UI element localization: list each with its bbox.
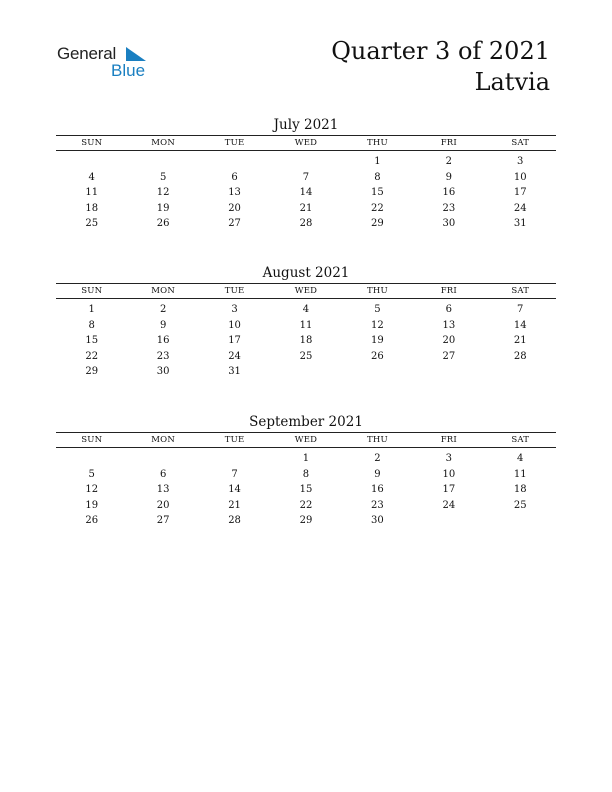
day-cell: 3 — [445, 453, 452, 464]
day-cell: 25 — [85, 218, 99, 230]
week-row — [56, 333, 556, 349]
day-cell: 6 — [445, 304, 452, 315]
week-row — [56, 302, 556, 318]
day-cell: 5 — [374, 304, 381, 315]
day-cell: 15 — [85, 335, 99, 347]
logo-text-blue: Blue — [111, 61, 146, 80]
day-cell: 22 — [371, 202, 384, 214]
day-cell: 21 — [299, 202, 313, 214]
week-row — [56, 364, 556, 380]
day-cell: 19 — [156, 202, 170, 214]
day-cell: 22 — [85, 350, 99, 362]
day-cell: 6 — [159, 468, 167, 480]
month-calendar-september — [56, 412, 556, 529]
weekday-header-row — [56, 135, 556, 151]
logo-text-general: General — [57, 44, 117, 63]
day-cell: 21 — [513, 335, 527, 347]
day-cell: 14 — [299, 187, 313, 199]
day-cell: 9 — [374, 468, 381, 480]
week-row — [56, 482, 556, 498]
day-cell: 7 — [302, 171, 310, 183]
day-cell: 14 — [228, 484, 241, 496]
day-cell: 20 — [156, 499, 170, 511]
day-cell: 10 — [442, 468, 456, 480]
day-cell: 30 — [371, 515, 384, 527]
day-cell: 12 — [156, 187, 170, 199]
day-cell: 5 — [88, 468, 95, 480]
weekday-label: THU — [366, 286, 388, 296]
day-cell: 19 — [371, 335, 384, 347]
weekday-label: FRI — [440, 286, 457, 296]
day-cell: 18 — [513, 484, 527, 496]
weekday-label: SUN — [81, 435, 103, 445]
day-cell — [127, 154, 198, 170]
day-cell: 24 — [228, 350, 241, 362]
day-cell: 17 — [228, 335, 241, 347]
day-cell: 23 — [442, 202, 456, 214]
weekday-label: SUN — [81, 138, 103, 148]
weekday-header-row — [56, 432, 556, 448]
day-cell: 26 — [156, 218, 170, 230]
day-cell: 26 — [85, 515, 99, 527]
day-cell: 15 — [371, 187, 384, 199]
day-cell: 19 — [85, 499, 99, 511]
day-cell: 23 — [156, 350, 170, 362]
day-cell: 30 — [442, 218, 456, 230]
day-cell: 11 — [299, 319, 313, 331]
day-cell: 21 — [228, 499, 241, 511]
day-cell: 29 — [371, 218, 384, 230]
day-cell: 9 — [445, 171, 452, 183]
day-cell: 11 — [513, 468, 527, 480]
day-cell: 28 — [228, 515, 241, 527]
day-cell: 24 — [513, 202, 527, 214]
weekday-label: TUE — [224, 138, 245, 148]
day-cell: 28 — [513, 350, 527, 362]
country-title: Latvia — [474, 68, 550, 96]
day-cell: 23 — [371, 499, 384, 511]
day-cell: 16 — [371, 484, 384, 496]
day-cell: 11 — [85, 187, 99, 199]
day-cell: 12 — [371, 319, 384, 331]
day-cell: 16 — [156, 335, 170, 347]
day-cell: 13 — [156, 484, 170, 496]
day-cell: 24 — [442, 499, 456, 511]
day-cell: 14 — [513, 319, 527, 331]
week-row — [56, 513, 556, 529]
week-row — [56, 498, 556, 514]
day-cell: 2 — [445, 156, 452, 167]
month-title: August 2021 — [262, 265, 350, 281]
quarter-title: Quarter 3 of 2021 — [331, 37, 550, 65]
day-cell: 25 — [513, 499, 527, 511]
day-cell — [413, 364, 484, 380]
weekday-label: MON — [151, 138, 175, 148]
page-title — [331, 36, 550, 98]
week-row — [56, 451, 556, 467]
week-row — [56, 185, 556, 201]
day-cell: 3 — [517, 156, 524, 167]
day-cell: 4 — [88, 171, 95, 183]
day-cell — [127, 451, 198, 467]
day-cell: 20 — [442, 335, 456, 347]
week-row — [56, 201, 556, 217]
week-row — [56, 216, 556, 232]
day-cell: 8 — [302, 468, 310, 480]
weekday-label: SUN — [81, 286, 103, 296]
day-cell — [270, 154, 341, 170]
week-rows — [56, 302, 556, 380]
weekday-label: WED — [294, 435, 318, 445]
day-cell: 27 — [228, 218, 241, 230]
day-cell: 9 — [159, 319, 167, 331]
week-row — [56, 170, 556, 186]
day-cell — [485, 364, 556, 380]
day-cell: 15 — [299, 484, 313, 496]
weekday-label: WED — [294, 138, 318, 148]
day-cell: 4 — [517, 453, 524, 464]
logo-triangle-icon — [126, 47, 146, 61]
day-cell: 13 — [228, 187, 241, 199]
day-cell: 30 — [156, 366, 170, 378]
day-cell: 3 — [231, 304, 238, 315]
day-cell — [199, 154, 270, 170]
day-cell: 28 — [299, 218, 313, 230]
day-cell: 31 — [513, 218, 527, 230]
day-cell: 8 — [374, 171, 381, 183]
day-cell: 6 — [231, 171, 238, 183]
weekday-label: TUE — [224, 286, 245, 296]
weekday-header-row — [56, 283, 556, 299]
day-cell — [342, 364, 413, 380]
month-calendar-july — [56, 115, 556, 232]
week-rows — [56, 154, 556, 232]
day-cell: 1 — [88, 304, 95, 315]
week-row — [56, 154, 556, 170]
day-cell: 1 — [302, 453, 310, 464]
weekday-label: SAT — [511, 286, 530, 296]
month-title: July 2021 — [273, 117, 339, 133]
day-cell: 16 — [442, 187, 456, 199]
weekday-label: WED — [294, 286, 318, 296]
day-cell: 2 — [159, 304, 167, 315]
day-cell: 8 — [88, 319, 95, 331]
day-cell: 5 — [159, 171, 167, 183]
day-cell: 18 — [85, 202, 99, 214]
weekday-label: TUE — [224, 435, 245, 445]
day-cell: 29 — [299, 515, 313, 527]
day-cell: 7 — [517, 304, 524, 315]
week-row — [56, 318, 556, 334]
day-cell: 2 — [374, 453, 381, 464]
day-cell: 1 — [374, 156, 381, 167]
day-cell: 22 — [299, 499, 313, 511]
generalblue-logo — [57, 44, 157, 84]
month-title: September 2021 — [249, 414, 363, 430]
weekday-label: SAT — [511, 138, 530, 148]
week-row — [56, 349, 556, 365]
day-cell — [56, 154, 127, 170]
day-cell: 20 — [228, 202, 241, 214]
day-cell: 12 — [85, 484, 99, 496]
day-cell: 17 — [513, 187, 527, 199]
weekday-label: FRI — [440, 435, 457, 445]
day-cell — [485, 513, 556, 529]
week-row — [56, 467, 556, 483]
week-rows — [56, 451, 556, 529]
day-cell: 13 — [442, 319, 456, 331]
day-cell: 10 — [513, 171, 527, 183]
day-cell: 7 — [231, 468, 238, 480]
month-calendar-august — [56, 263, 556, 380]
day-cell: 29 — [85, 366, 99, 378]
day-cell: 27 — [156, 515, 170, 527]
day-cell: 26 — [371, 350, 384, 362]
day-cell: 17 — [442, 484, 456, 496]
day-cell — [56, 451, 127, 467]
day-cell: 25 — [299, 350, 313, 362]
weekday-label: THU — [366, 435, 388, 445]
weekday-label: SAT — [511, 435, 530, 445]
day-cell: 18 — [299, 335, 313, 347]
weekday-label: THU — [366, 138, 388, 148]
weekday-label: MON — [151, 286, 175, 296]
weekday-label: FRI — [440, 138, 457, 148]
day-cell: 10 — [228, 319, 241, 331]
day-cell — [199, 451, 270, 467]
day-cell: 4 — [302, 304, 310, 315]
day-cell — [413, 513, 484, 529]
weekday-label: MON — [151, 435, 175, 445]
day-cell: 27 — [442, 350, 456, 362]
day-cell — [270, 364, 341, 380]
day-cell: 31 — [228, 366, 241, 378]
